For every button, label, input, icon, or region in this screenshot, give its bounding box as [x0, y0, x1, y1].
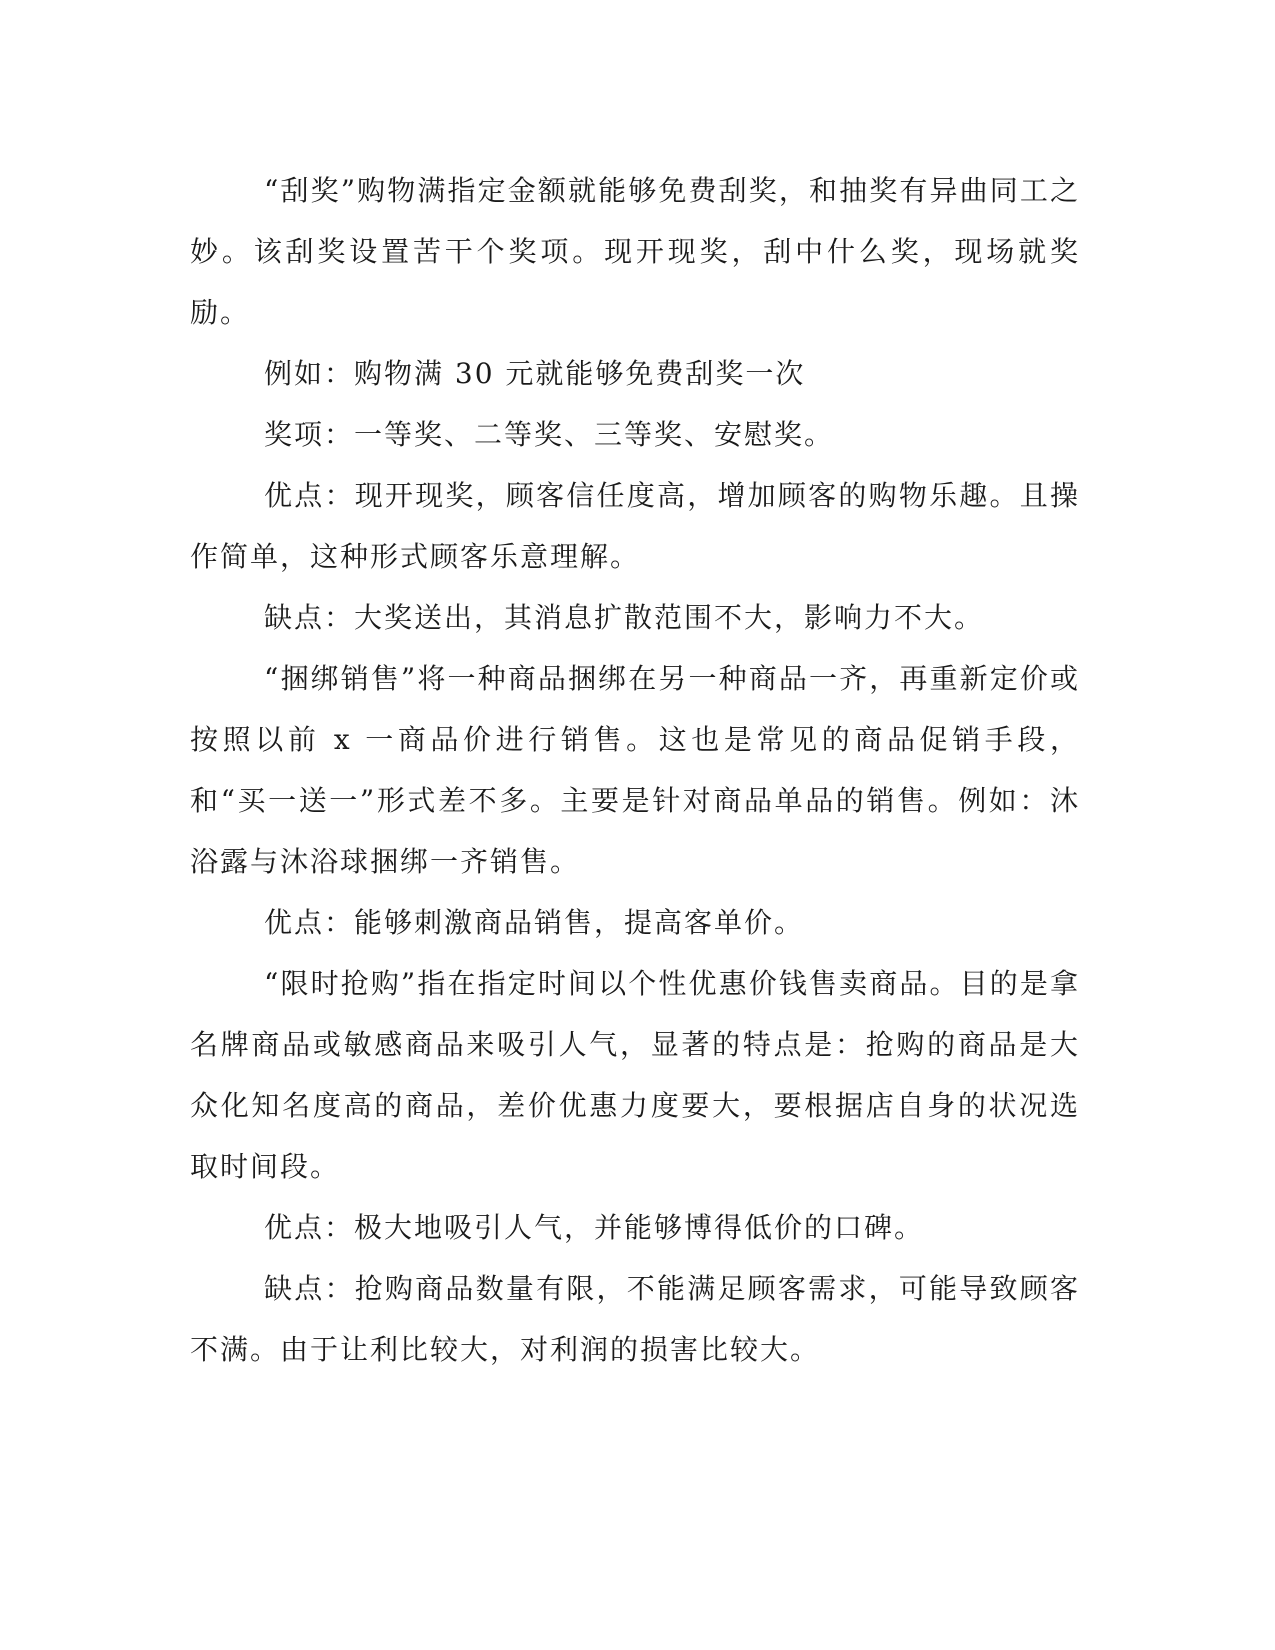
paragraph-advantages-flash: 优点：极大地吸引人气，并能够博得低价的口碑。	[264, 1211, 925, 1244]
paragraph-disadvantages-flash: 缺点：抢购商品数量有限，不能满足顾客需求，可能导致顾客不满。由于让利比较大，对利润的损害比较大。	[190, 1272, 1080, 1366]
paragraph-prizes: 奖项：一等奖、二等奖、三等奖、安慰奖。	[264, 418, 835, 451]
paragraph-flash-sale: “限时抢购”指在指定时间以个性优惠价钱售卖商品。目的是拿名牌商品或敏感商品来吸引人气，显著的特点是：抢购的商品是大众化知名度高的商品，差价优惠力度要大，要根据店自身的状况选取时间段。	[190, 967, 1080, 1183]
paragraph-advantages-lottery: 优点：现开现奖，顾客信任度高，增加顾客的购物乐趣。且操作简单，这种形式顾客乐意理解。	[190, 479, 1080, 573]
paragraph-disadvantages-lottery: 缺点：大奖送出，其消息扩散范围不大，影响力不大。	[264, 601, 985, 634]
paragraph-advantages-bundle: 优点：能够刺激商品销售，提高客单价。	[264, 906, 805, 939]
paragraph-example: 例如：购物满 30 元就能够免费刮奖一次	[264, 357, 806, 390]
document-body	[190, 160, 1080, 1380]
paragraph-scratch-lottery: “刮奖”购物满指定金额就能够免费刮奖，和抽奖有异曲同工之妙。该刮奖设置苦干个奖项。现开现奖，刮中什么奖，现场就奖励。	[190, 174, 1080, 329]
paragraph-bundle-sales: “捆绑销售”将一种商品捆绑在另一种商品一齐，再重新定价或按照以前 x 一商品价进行销售。这也是常见的商品促销手段，和“买一送一”形式差不多。主要是针对商品单品的销售。例如：沐浴露与沐浴球捆绑一齐销售。	[190, 662, 1080, 878]
